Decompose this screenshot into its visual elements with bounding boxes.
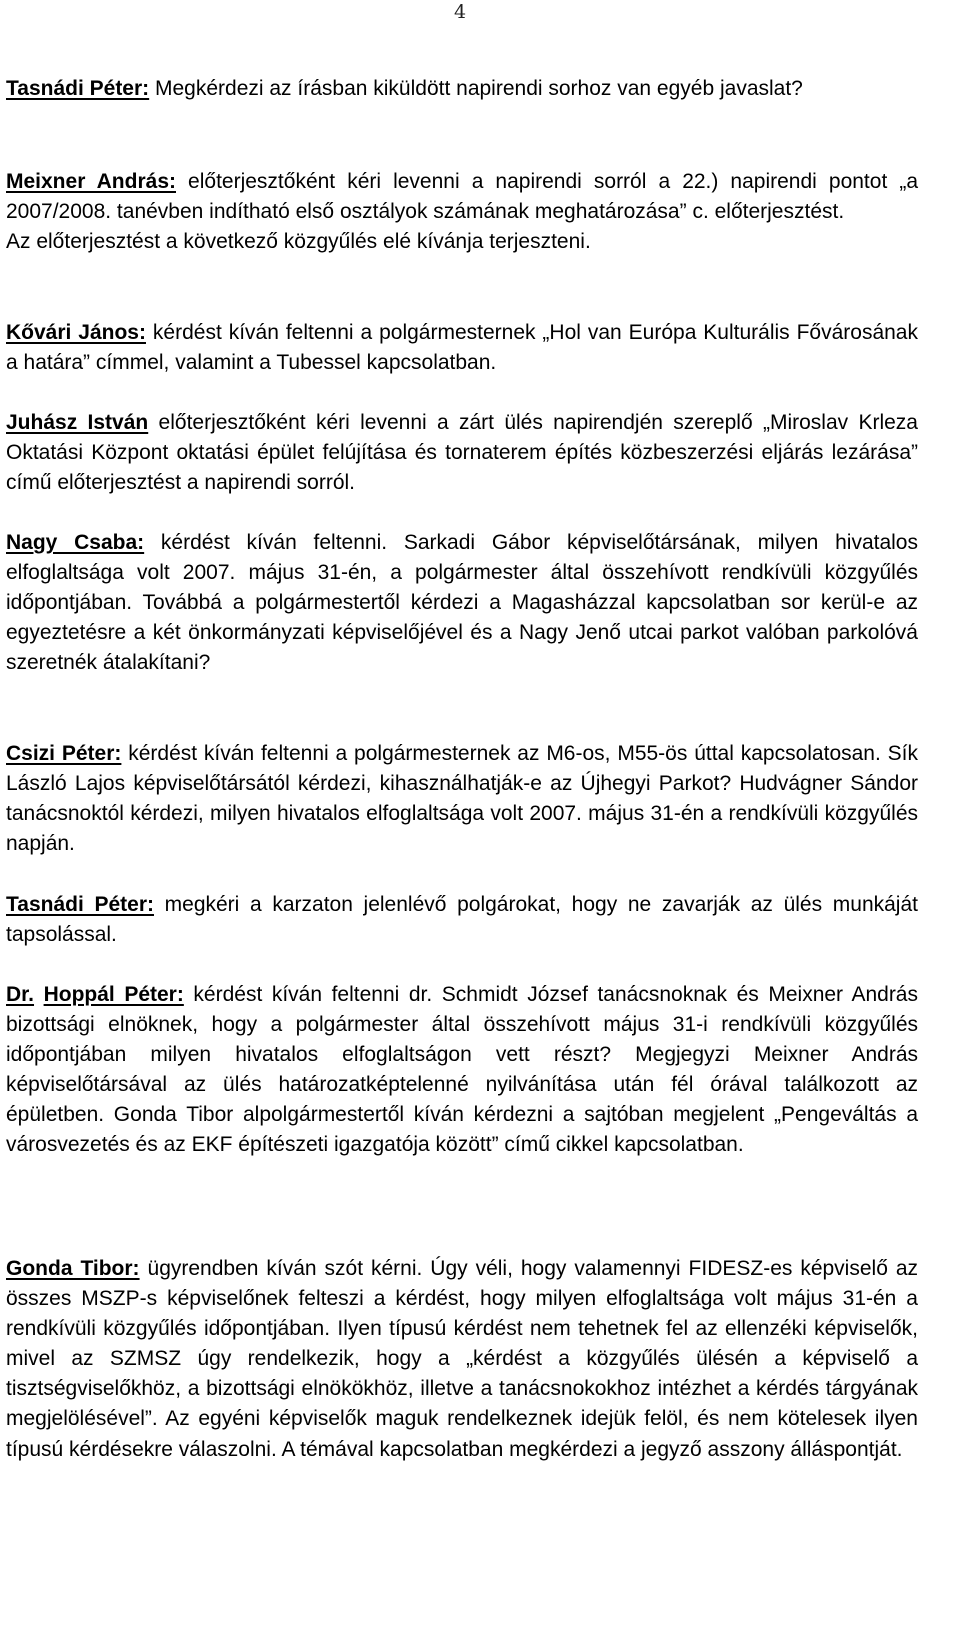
paragraph-text: előterjesztőként kéri levenni a napirendi sorról a 22.) napirendi pontot „a 2007/2008. tanévben indítható első osztályok számának meghatározása” c. előterjesztést. [6,170,919,224]
paragraph-meixner [6,167,918,257]
paragraph-text: kérdést kíván feltenni a polgármesternek az M6-os, M55-ös úttal kapcsolatosan. Sík László Lajos képviselőtársától kérdezi, kihasználhatják-e az Újhegyi Parkot? Hudvágner Sándor tanácsnoktól kérdezi, milyen hivatalos elfoglaltsága volt 2007. május 31-én a rendkívüli közgyűlés napján. [6,742,918,856]
page-number: 4 [453,1,467,23]
paragraph-text-continuation: Az előterjesztést a következő közgyűlés elé kívánja terjeszteni. [6,230,591,254]
paragraph-kovari [6,318,918,378]
paragraph-tasnadi-1 [6,74,918,104]
speaker-name: Meixner András: [6,170,176,193]
paragraph-text: kérdést kíván feltenni a polgármesternek „Hol van Európa Kulturális Fővárosának a határa” címmel, valamint a Tubessel kapcsolatban. [6,321,918,375]
speaker-prefix: Dr. [6,983,35,1006]
paragraph-text: ügyrendben kíván szót kérni. Úgy véli, hogy valamennyi FIDESZ-es képviselő az összes MSZP-s képviselőnek felteszi a kérdést, hogy milyen elfoglaltsága volt május 31-én a rendkívüli közgyűlés időpontjában. Ilyen típusú kérdést nem tehetnek fel az ellenzéki képviselők, mivel az SZMSZ úgy rendelkezik, hogy a „kérdést a közgyűlés ülésén a képviselő a tisztségviselőkhöz, a bizottsági elnökökhöz, illetve a tanácsnokokhoz intézhet a kérdés tárgyának megjelölésével”. Az egyéni képviselők maguk rendelkeznek idejük felöl, és nem kötelesek ilyen típusú kérdésekre válaszolni. A témával kapcsolatban megkérdezi a jegyző asszony álláspontját. [6,1257,919,1461]
paragraph-juhasz [6,408,918,498]
paragraph-text: Megkérdezi az írásban kiküldött napirendi sorhoz van egyéb javaslat? [149,77,803,100]
paragraph-text: előterjesztőként kéri levenni a zárt ülés napirendjén szereplő „Miroslav Krleza Oktatási Központ oktatási épület felújítása és tornaterem építés közbeszerzési eljárás lezárása” című előterjesztést a napirendi sorról. [6,411,918,495]
speaker-name: Tasnádi Péter: [6,77,150,100]
paragraph-tasnadi-2 [6,890,918,950]
paragraph-text: kérdést kíván feltenni dr. Schmidt József tanácsnoknak és Meixner András bizottsági elnöknek, hogy a polgármester által összehívott május 31-i rendkívüli közgyűlés időpontjában milyen hivatalos elfoglaltságon vett részt? Megjegyzi Meixner András képviselőtársával az ülés határozatképtelenné nyilvánítása után fél órával találkozott az épületben. Gonda Tibor alpolgármestertől kíván kérdezni a sajtóban megjelent „Pengeváltás a városvezetés és az EKF építészeti igazgatója között” című cikkel kapcsolatban. [6,983,918,1157]
speaker-name: Tasnádi Péter: [6,893,154,916]
paragraph-csizi [6,739,918,859]
speaker-name: Hoppál Péter: [43,983,184,1006]
speaker-name: Nagy Csaba: [6,531,145,554]
speaker-name: Kővári János: [6,321,146,344]
paragraph-gonda [6,1254,918,1465]
speaker-name: Gonda Tibor: [6,1257,140,1280]
paragraph-text: kérdést kíván feltenni. Sarkadi Gábor képviselőtársának, milyen hivatalos elfoglaltsága volt 2007. május 31-én, a polgármester által összehívott rendkívüli közgyűlés időpontjában. Továbbá a polgármestertől kérdezi a Magasházzal kapcsolatban sor kerül-e az egyeztetésre a két önkormányzati képviselőjével és a Nagy Jenő utcai parkot valóban parkolóvá szeretnék átalakítani? [6,531,918,675]
paragraph-nagy [6,528,918,678]
speaker-name: Csizi Péter: [6,742,122,765]
paragraph-text: megkéri a karzaton jelenlévő polgárokat, hogy ne zavarják az ülés munkáját tapsolással. [6,893,918,947]
paragraph-hoppal [6,980,918,1161]
speaker-name: Juhász István [6,411,149,434]
